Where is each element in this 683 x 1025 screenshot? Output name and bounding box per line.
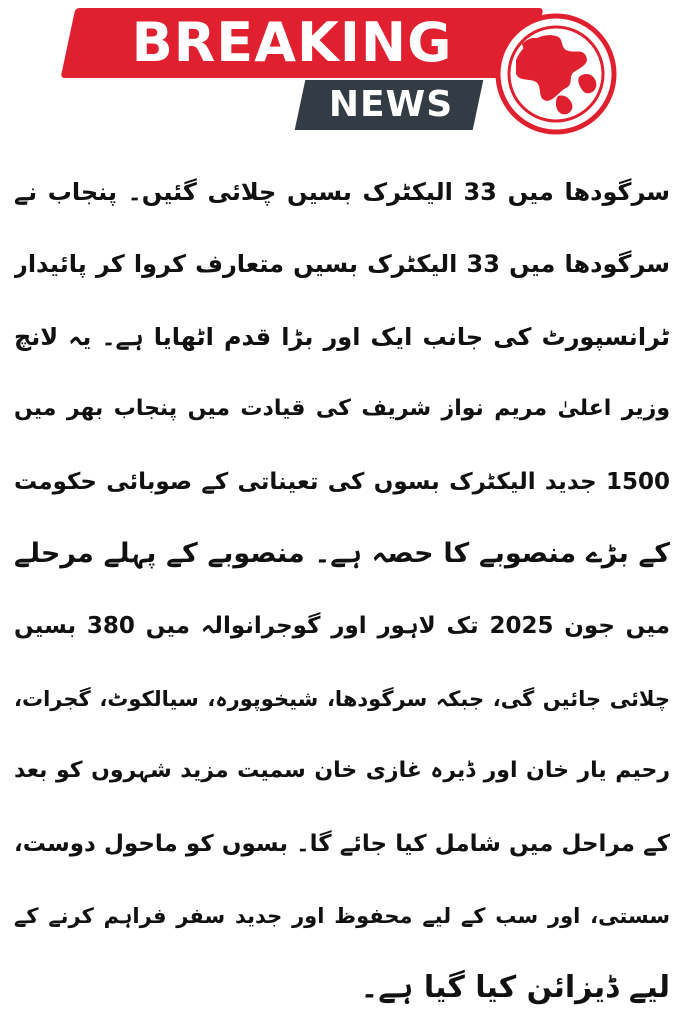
news-label: NEWS (328, 84, 454, 125)
article-line: ٹرانسپورٹ کی جانب ایک اور بڑا قدم اٹھایا ہے۔ یہ لانچ (14, 322, 670, 351)
article-line: چلائی جائیں گی، جبکہ سرگودھا، شیخوپورہ، سیالکوٹ، گجرات، (14, 686, 670, 711)
article-line: وزیر اعلیٰ مریم نواز شریف کی قیادت میں پنجاب بھر میں (14, 396, 670, 422)
article-line: کے بڑے منصوبے کا حصہ ہے۔ منصوبے کے پہلے مرحلے (14, 537, 670, 569)
article-line: میں جون 2025 تک لاہور اور گوجرانوالہ میں 380 بسیں (14, 613, 670, 640)
breaking-news-header (0, 0, 683, 150)
article-line: سستی، اور سب کے لیے محفوظ اور جدید سفر فراہم کرنے کے (14, 903, 670, 928)
article-line: سرگودھا میں 33 الیکٹرک بسیں متعارف کروا کر پائیدار (14, 250, 670, 279)
article-body (14, 156, 670, 1006)
article-line: لیے ڈیزائن کیا گیا ہے۔ (360, 970, 670, 1006)
article-line: 1500 جدید الیکٹرک بسوں کی تعیناتی کے صوبائی حکومت (14, 468, 670, 495)
breaking-label: BREAKING (131, 11, 453, 74)
article-line: سرگودھا میں 33 الیکٹرک بسیں چلائی گئیں۔ پنجاب نے (14, 178, 670, 206)
globe-icon (494, 12, 618, 136)
article-line: رحیم یار خان اور ڈیرہ غازی خان سمیت مزید شہروں کو بعد (14, 758, 670, 784)
article-line: کے مراحل میں شامل کیا جائے گا۔ بسوں کو ماحول دوست، (14, 830, 670, 857)
